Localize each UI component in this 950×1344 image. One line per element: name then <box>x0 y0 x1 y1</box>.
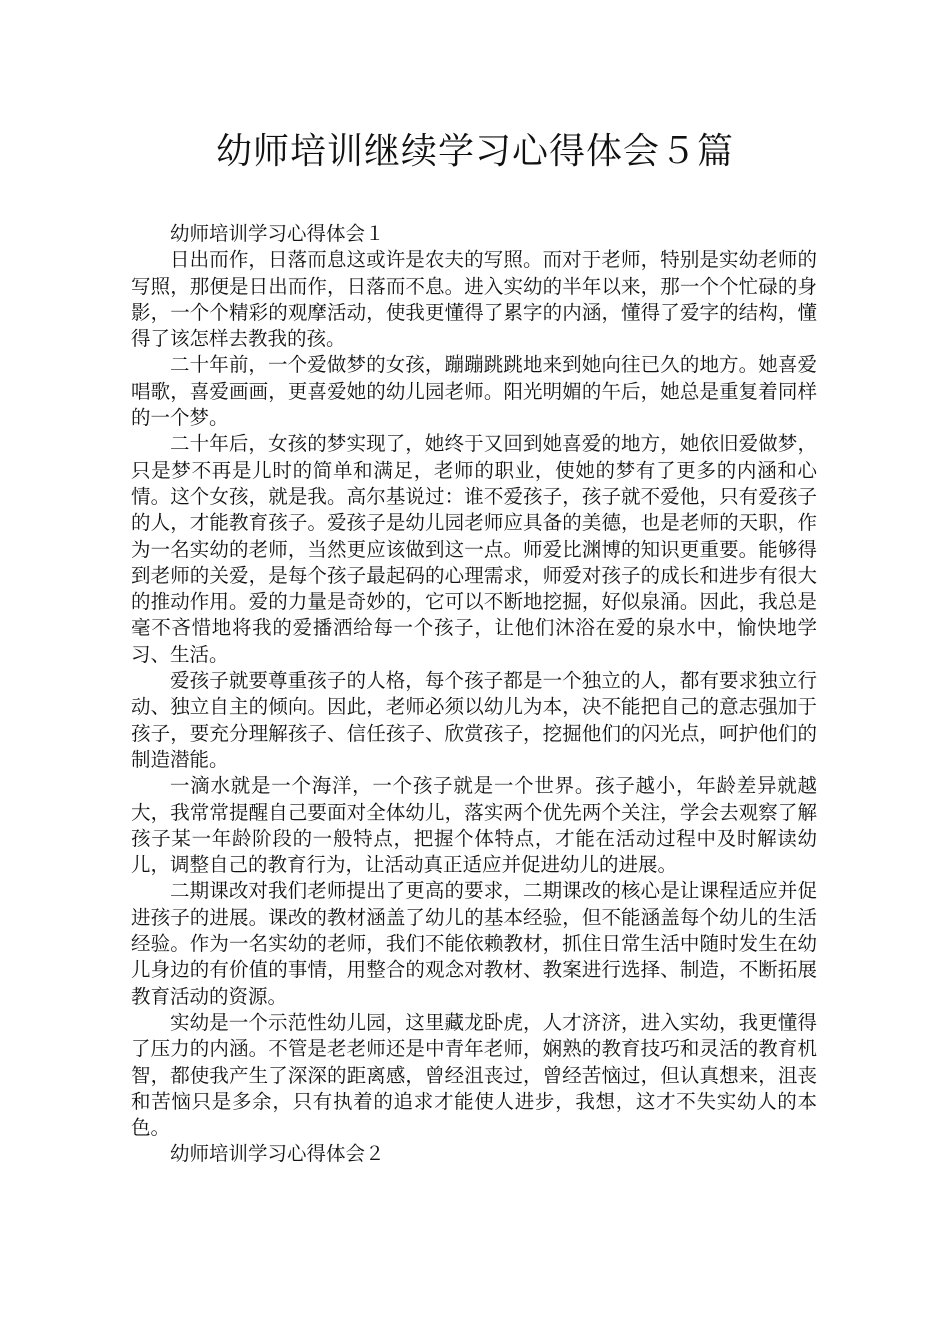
paragraph-1: 日出而作，日落而息这或许是农夫的写照。而对于老师，特别是实幼老师的写照，那便是日出而作，日落而不息。进入实幼的半年以来，那一个个忙碌的身影，一个个精彩的观摩活动，使我更懂得了累字的内涵，懂得了爱字的结构，懂得了该怎样去教我的孩。 <box>131 248 817 351</box>
section-heading-2: 幼师培训学习心得体会２ <box>170 1142 385 1166</box>
paragraph-2: 二十年前，一个爱做梦的女孩，蹦蹦跳跳地来到她向往已久的地方。她喜爱唱歌，喜爱画画，更喜爱她的幼儿园老师。阳光明媚的午后，她总是重复着同样的一个梦。 <box>131 353 817 430</box>
document-title: 幼师培训继续学习心得体会５篇 <box>215 131 734 172</box>
document-body <box>131 221 817 1168</box>
paragraph-6: 二期课改对我们老师提出了更高的要求，二期课改的核心是让课程适应并促进孩子的进展。课改的教材涵盖了幼儿的基本经验，但不能涵盖每个幼儿的生活经验。作为一名实幼的老师，我们不能依赖教材，抓住日常生活中随时发生在幼儿身边的有价值的事情，用整合的观念对教材、教案进行选择、制造，不断拓展教育活动的资源。 <box>131 879 817 1008</box>
paragraph-4: 爱孩子就要尊重孩子的人格，每个孩子都是一个独立的人，都有要求独立行动、独立自主的倾向。因此，老师必须以幼儿为本，决不能把自己的意志强加于孩子，要充分理解孩子、信任孩子、欣赏孩子，挖掘他们的闪光点，呵护他们的制造潜能。 <box>131 669 817 771</box>
paragraph-3: 二十年后，女孩的梦实现了，她终于又回到她喜爱的地方，她依旧爱做梦，只是梦不再是儿时的简单和满足，老师的职业，使她的梦有了更多的内涵和心情。这个女孩，就是我。高尔基说过：谁不爱孩子，孩子就不爱他，只有爱孩子的人，才能教育孩子。爱孩子是幼儿园老师应具备的美德，也是老师的天职，作为一名实幼的老师，当然更应该做到这一点。师爱比渊博的知识更重要。能够得到老师的关爱，是每个孩子最起码的心理需求，师爱对孩子的成长和进步有很大的推动作用。爱的力量是奇妙的，它可以不断地挖掘，好似泉涌。因此，我总是毫不吝惜地将我的爱播洒给每一个孩子，让他们沐浴在爱的泉水中，愉快地学习、生活。 <box>131 432 817 666</box>
paragraph-5: 一滴水就是一个海洋，一个孩子就是一个世界。孩子越小，年龄差异就越大，我常常提醒自己要面对全体幼儿，落实两个优先两个关注，学会去观察了解孩子某一年龄阶段的一般特点，把握个体特点，才能在活动过程中及时解读幼儿，调整自己的教育行为，让活动真正适应并促进幼儿的进展。 <box>131 774 817 877</box>
paragraph-7: 实幼是一个示范性幼儿园，这里藏龙卧虎，人才济济，进入实幼，我更懂得了压力的内涵。不管是老老师还是中青年老师，娴熟的教育技巧和灵活的教育机智，都使我产生了深深的距离感，曾经沮丧过，曾经苦恼过，但认真想来，沮丧和苦恼只是多余，只有执着的追求才能使人进步，我想，这才不失实幼人的本色。 <box>131 1010 817 1140</box>
section-heading-1: 幼师培训学习心得体会１ <box>170 222 385 245</box>
